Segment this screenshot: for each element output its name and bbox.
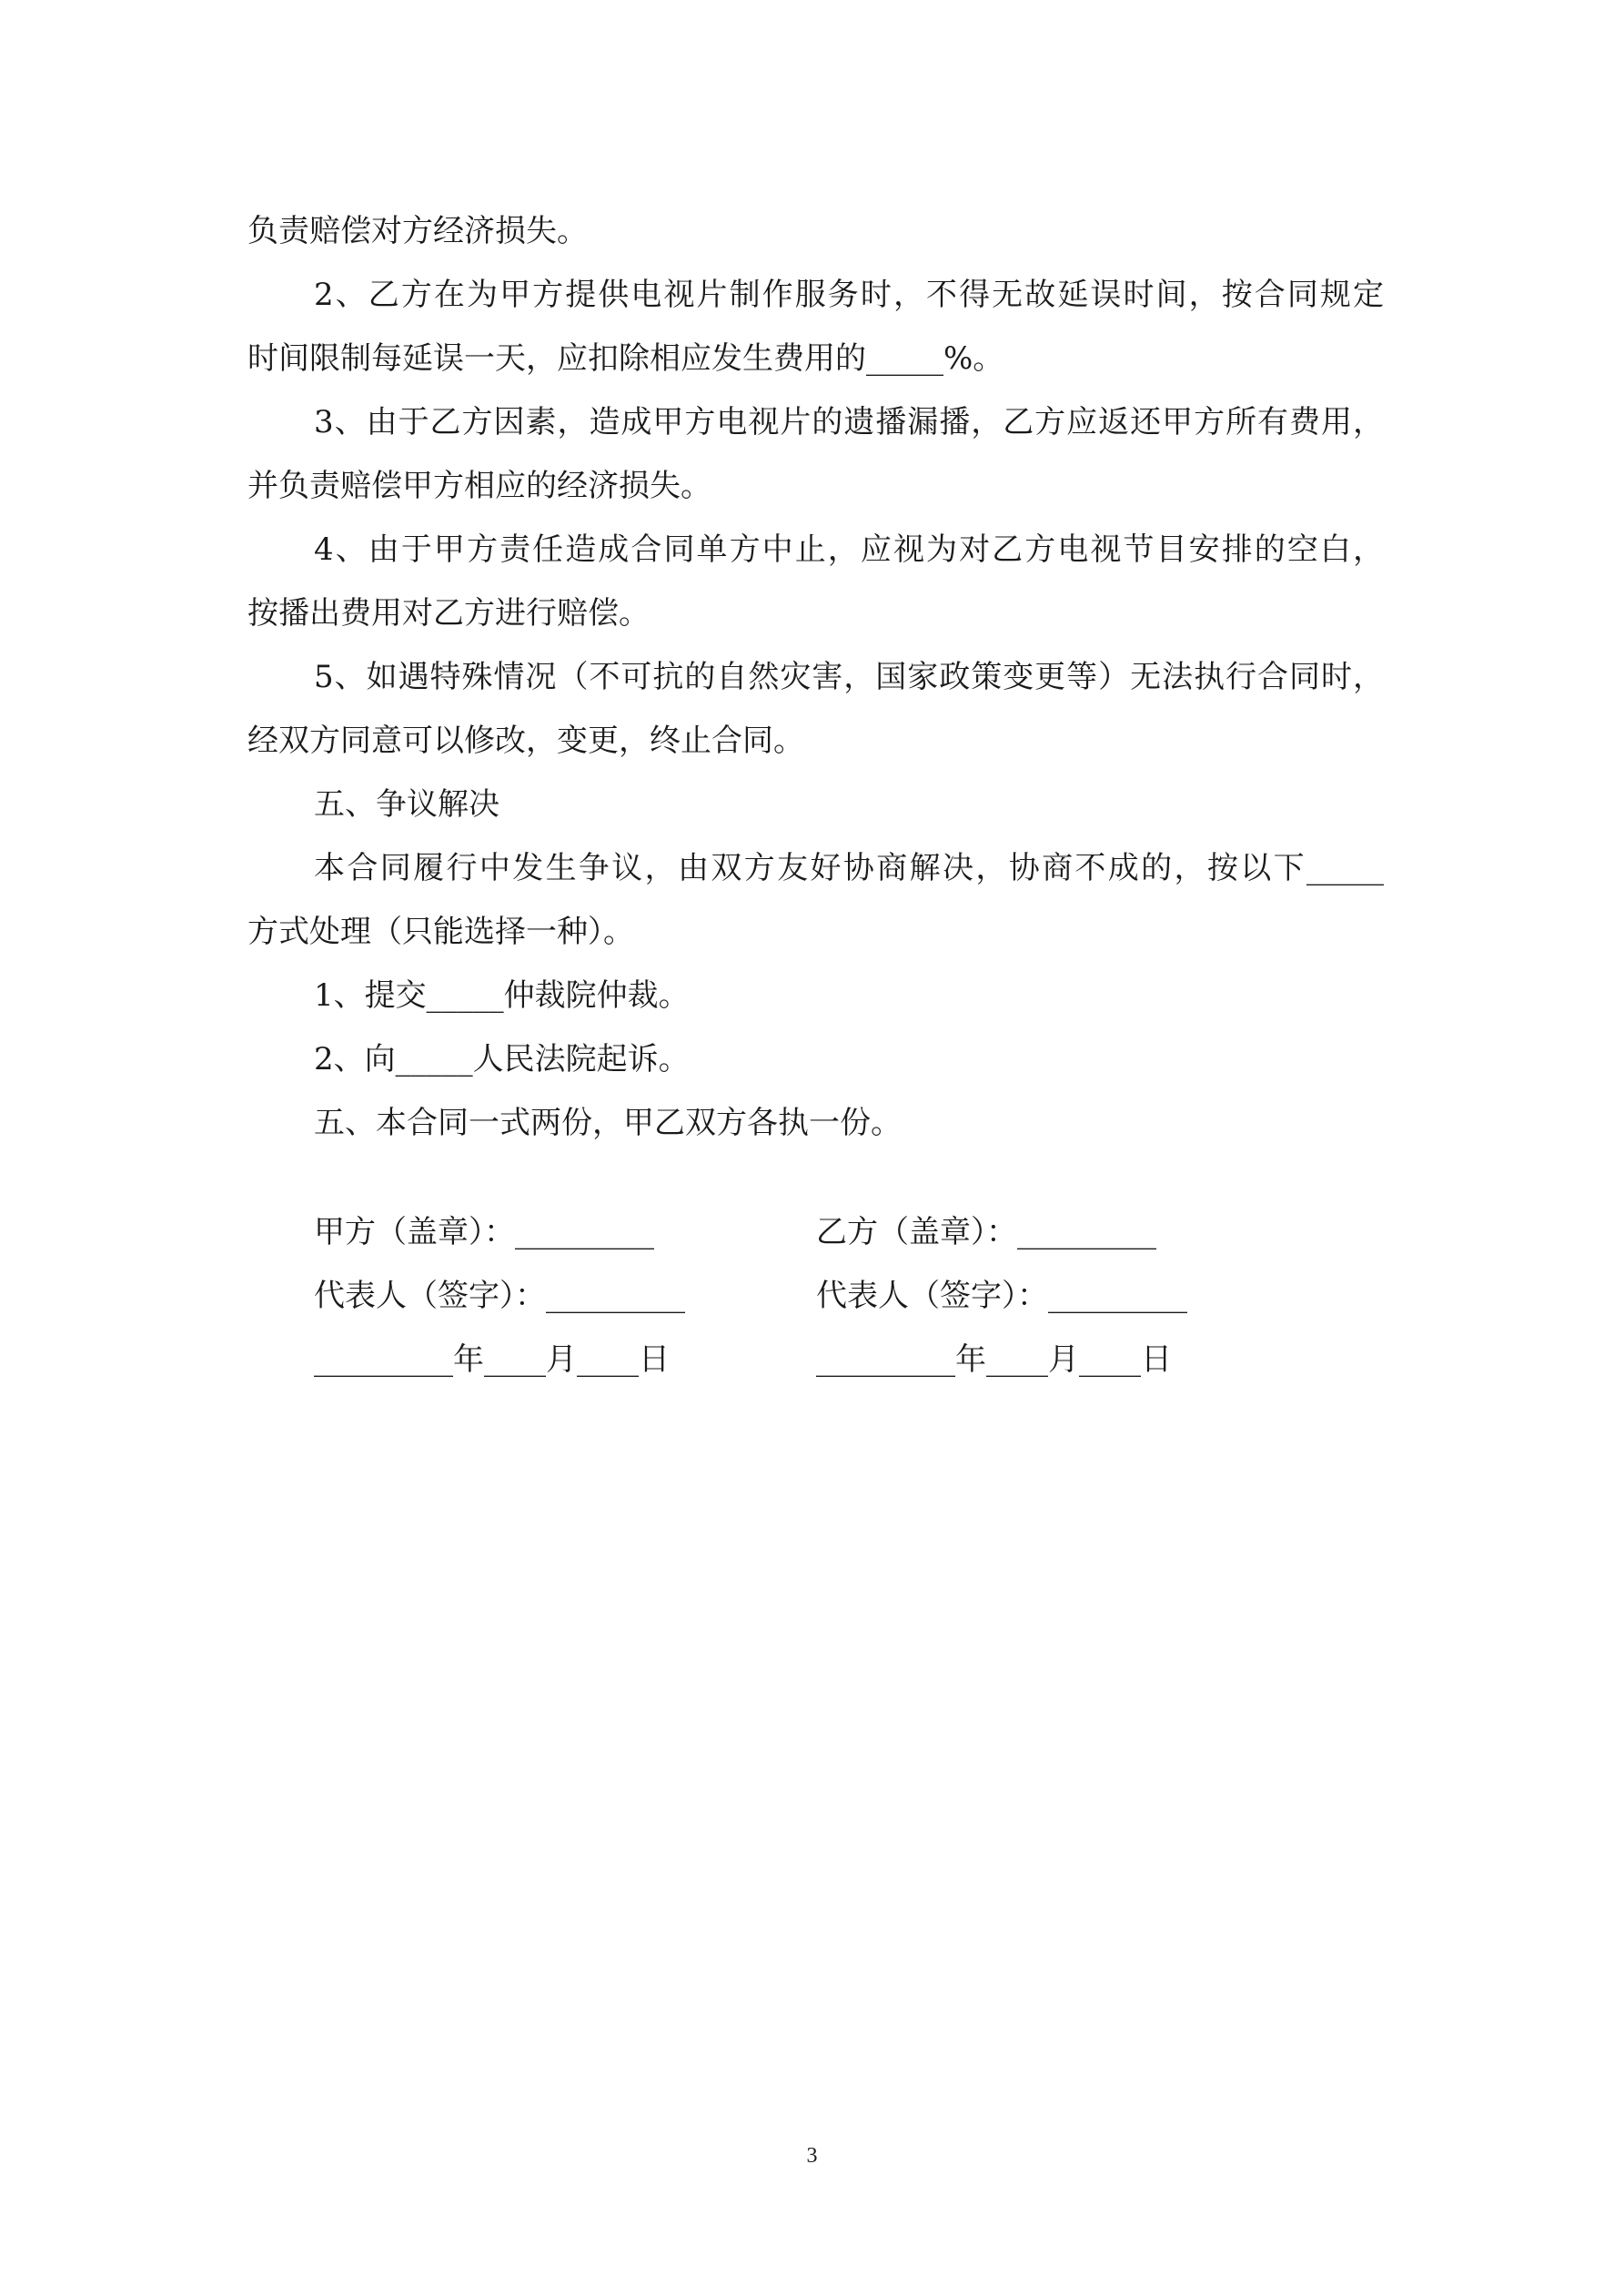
party-a-seal: 甲方（盖章）：_________ <box>314 1214 654 1250</box>
party-b-seal: 乙方（盖章）：_________ <box>816 1214 1156 1250</box>
party-b-representative: 代表人（签字）：_________ <box>816 1278 1187 1314</box>
body-line-2: 2、乙方在为甲方提供电视片制作服务时，不得无故延误时间，按合同规定 <box>314 277 1384 313</box>
body-line-8: 5、如遇特殊情况（不可抗的自然灾害，国家政策变更等）无法执行合同时， <box>314 659 1384 695</box>
body-line-5: 并负责赔偿甲方相应的经济损失。 <box>247 468 711 504</box>
page-number: 3 <box>806 2144 818 2168</box>
body-line-9: 经双方同意可以修改，变更，终止合同。 <box>247 723 804 759</box>
body-line-12: 方式处理（只能选择一种）。 <box>247 914 634 950</box>
body-line-11: 本合同履行中发生争议，由双方友好协商解决，协商不成的，按以下_____ <box>314 850 1384 886</box>
body-line-6: 4、由于甲方责任造成合同单方中止，应视为对乙方电视节目安排的空白， <box>314 531 1384 568</box>
body-line-7: 按播出费用对乙方进行赔偿。 <box>247 595 650 632</box>
party-a-representative: 代表人（签字）：_________ <box>314 1278 685 1314</box>
body-line-3: 时间限制每延误一天，应扣除相应发生费用的_____%。 <box>247 340 1004 377</box>
party-a-date: _________年____月____日 <box>314 1341 670 1378</box>
party-b-date: _________年____月____日 <box>816 1341 1172 1378</box>
body-line-15: 五、本合同一式两份，甲乙双方各执一份。 <box>314 1105 902 1141</box>
body-line-13: 1、提交_____仲裁院仲裁。 <box>314 977 690 1014</box>
body-line-1: 负责赔偿对方经济损失。 <box>247 213 588 249</box>
body-line-14: 2、向_____人民法院起诉。 <box>314 1041 690 1077</box>
section-heading-dispute: 五、争议解决 <box>314 786 499 823</box>
body-line-4: 3、由于乙方因素，造成甲方电视片的遗播漏播，乙方应返还甲方所有费用， <box>314 404 1384 440</box>
